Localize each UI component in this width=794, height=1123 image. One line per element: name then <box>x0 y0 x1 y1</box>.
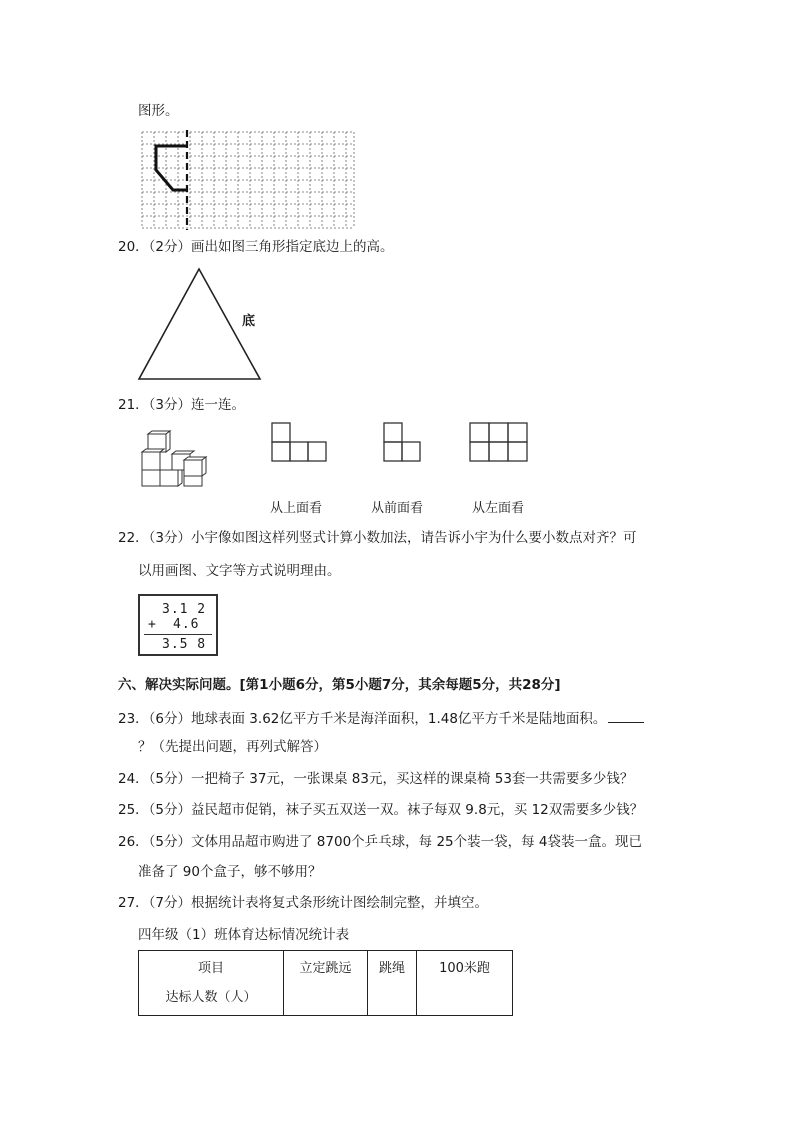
stat-table <box>138 950 513 1016</box>
table-col-cell: 100米跑 <box>417 951 513 1016</box>
q23-line1-text: 23．（6分）地球表面 3.62亿平方千米是海洋面积，1.48亿平方千米是陆地面积。 <box>118 711 607 727</box>
q27-text: 27．（7分）根据统计表将复式条形统计图绘制完整，并填空。 <box>118 895 489 911</box>
header-count: 达标人数（人） <box>165 990 257 1005</box>
view-label-top: 从上面看 <box>270 501 323 516</box>
q22-line1: 22．（3分）小宇像如图这样列竖式计算小数加法，请告诉小宇为什么要小数点对齐？可 <box>118 530 637 546</box>
q23-line1 <box>118 708 644 728</box>
q20-text: 20．（2分）画出如图三角形指定底边上的高。 <box>118 239 394 255</box>
top-view-shape <box>270 420 330 464</box>
left-view-shape <box>468 420 530 464</box>
header-item: 项目 <box>197 961 224 976</box>
q21-text: 21．（3分）连一连。 <box>118 397 246 413</box>
table-row <box>139 951 513 1016</box>
stat-table-title: 四年级（1）班体育达标情况统计表 <box>138 927 350 943</box>
section6-heading: 六、解决实际问题。[第1小题6分，第5小题7分，其余每题5分，共28分] <box>118 677 561 693</box>
table-header-cell <box>139 951 284 1016</box>
front-view-shape <box>382 420 426 464</box>
q23-answer-blank <box>608 708 644 723</box>
table-col-cell: 跳绳 <box>368 951 417 1016</box>
calc-row1: 3.1 2 <box>162 602 207 617</box>
cube-stack-figure <box>138 430 212 488</box>
base-label: 底 <box>242 314 256 329</box>
q26-line1: 26．（5分）文体用品超市购进了 8700个乒乓球，每 25个装一袋，每 4袋装一盒。现已 <box>118 834 643 850</box>
grid-figure <box>140 128 356 230</box>
view-label-front: 从前面看 <box>371 501 424 516</box>
table-col-cell: 立定跳远 <box>284 951 368 1016</box>
calc-result: 3.5 8 <box>162 637 207 652</box>
q19-tail-text: 图形。 <box>138 103 179 119</box>
vertical-calc-box <box>138 594 218 656</box>
q26-line2: 准备了 90个盒子，够不够用？ <box>138 864 322 880</box>
q25-text: 25．（5分）益民超市促销，袜子买五双送一双。袜子每双 9.8元，买 12双需要多少钱？ <box>118 802 644 818</box>
q22-line2: 以用画图、文字等方式说明理由。 <box>138 563 341 579</box>
calc-row2: 4.6 <box>173 617 200 632</box>
q24-text: 24．（5分）一把椅子 37元，一张课桌 83元，买这样的课桌椅 53套一共需要多少钱？ <box>118 771 634 787</box>
calc-plus: + <box>148 617 156 632</box>
calc-sum-line <box>144 634 212 635</box>
q23-line2: ？（先提出问题，再列式解答） <box>138 739 327 755</box>
view-label-left: 从左面看 <box>472 501 525 516</box>
